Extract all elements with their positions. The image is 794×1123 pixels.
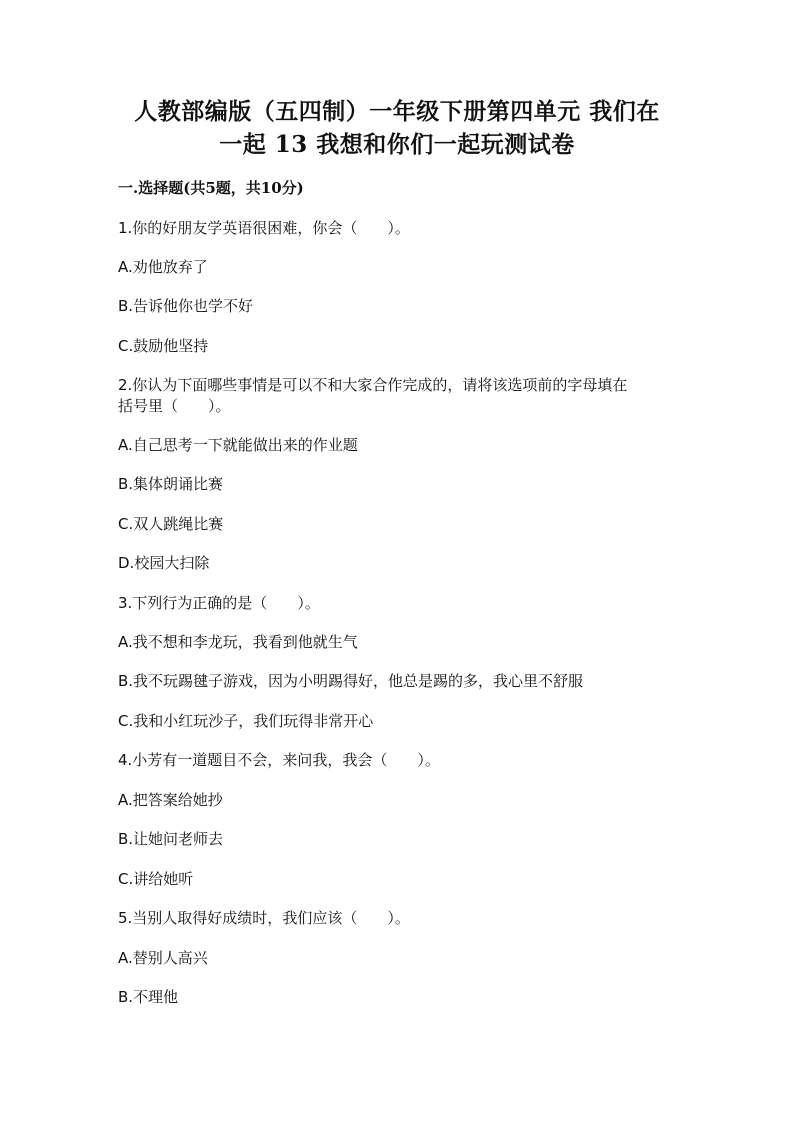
section-heading: 一.选择题(共5题，共10分) [118, 179, 304, 197]
question-2-stem-line-2: 括号里（ ）。 [118, 397, 231, 415]
question-1-option-b: B.告诉他你也学不好 [118, 297, 254, 315]
question-1-stem: 1.你的好朋友学英语很困难，你会（ ）。 [118, 219, 410, 237]
question-3-option-a: A.我不想和李龙玩，我看到他就生气 [118, 633, 358, 651]
title-line-1: 人教部编版（五四制）一年级下册第四单元 我们在 [134, 98, 660, 125]
question-2-option-d: D.校园大扫除 [118, 554, 210, 572]
question-2-option-a: A.自己思考一下就能做出来的作业题 [118, 436, 358, 454]
question-3-option-b: B.我不玩踢毽子游戏，因为小明踢得好，他总是踢的多，我心里不舒服 [118, 672, 584, 690]
title-line-2: 一起 13 我想和你们一起玩测试卷 [219, 131, 575, 158]
question-1-option-a: A.劝他放弃了 [118, 258, 208, 276]
question-4-option-a: A.把答案给她抄 [118, 791, 223, 809]
question-2-option-b: B.集体朗诵比赛 [118, 475, 224, 493]
question-2-option-c: C.双人跳绳比赛 [118, 515, 224, 533]
question-4-option-c: C.讲给她听 [118, 870, 194, 888]
question-5-stem: 5.当别人取得好成绩时，我们应该（ ）。 [118, 909, 410, 927]
question-5-option-b: B.不理他 [118, 988, 179, 1006]
question-3-stem: 3.下列行为正确的是（ ）。 [118, 594, 320, 612]
question-4-option-b: B.让她问老师去 [118, 830, 224, 848]
question-5-option-a: A.替别人高兴 [118, 949, 208, 967]
question-2-stem-line-1: 2.你认为下面哪些事情是可以不和大家合作完成的，请将该选项前的字母填在 [118, 376, 628, 394]
question-3-option-c: C.我和小红玩沙子，我们玩得非常开心 [118, 712, 374, 730]
question-4-stem: 4.小芳有一道题目不会，来问我，我会（ ）。 [118, 751, 440, 769]
question-1-option-c: C.鼓励他坚持 [118, 337, 209, 355]
